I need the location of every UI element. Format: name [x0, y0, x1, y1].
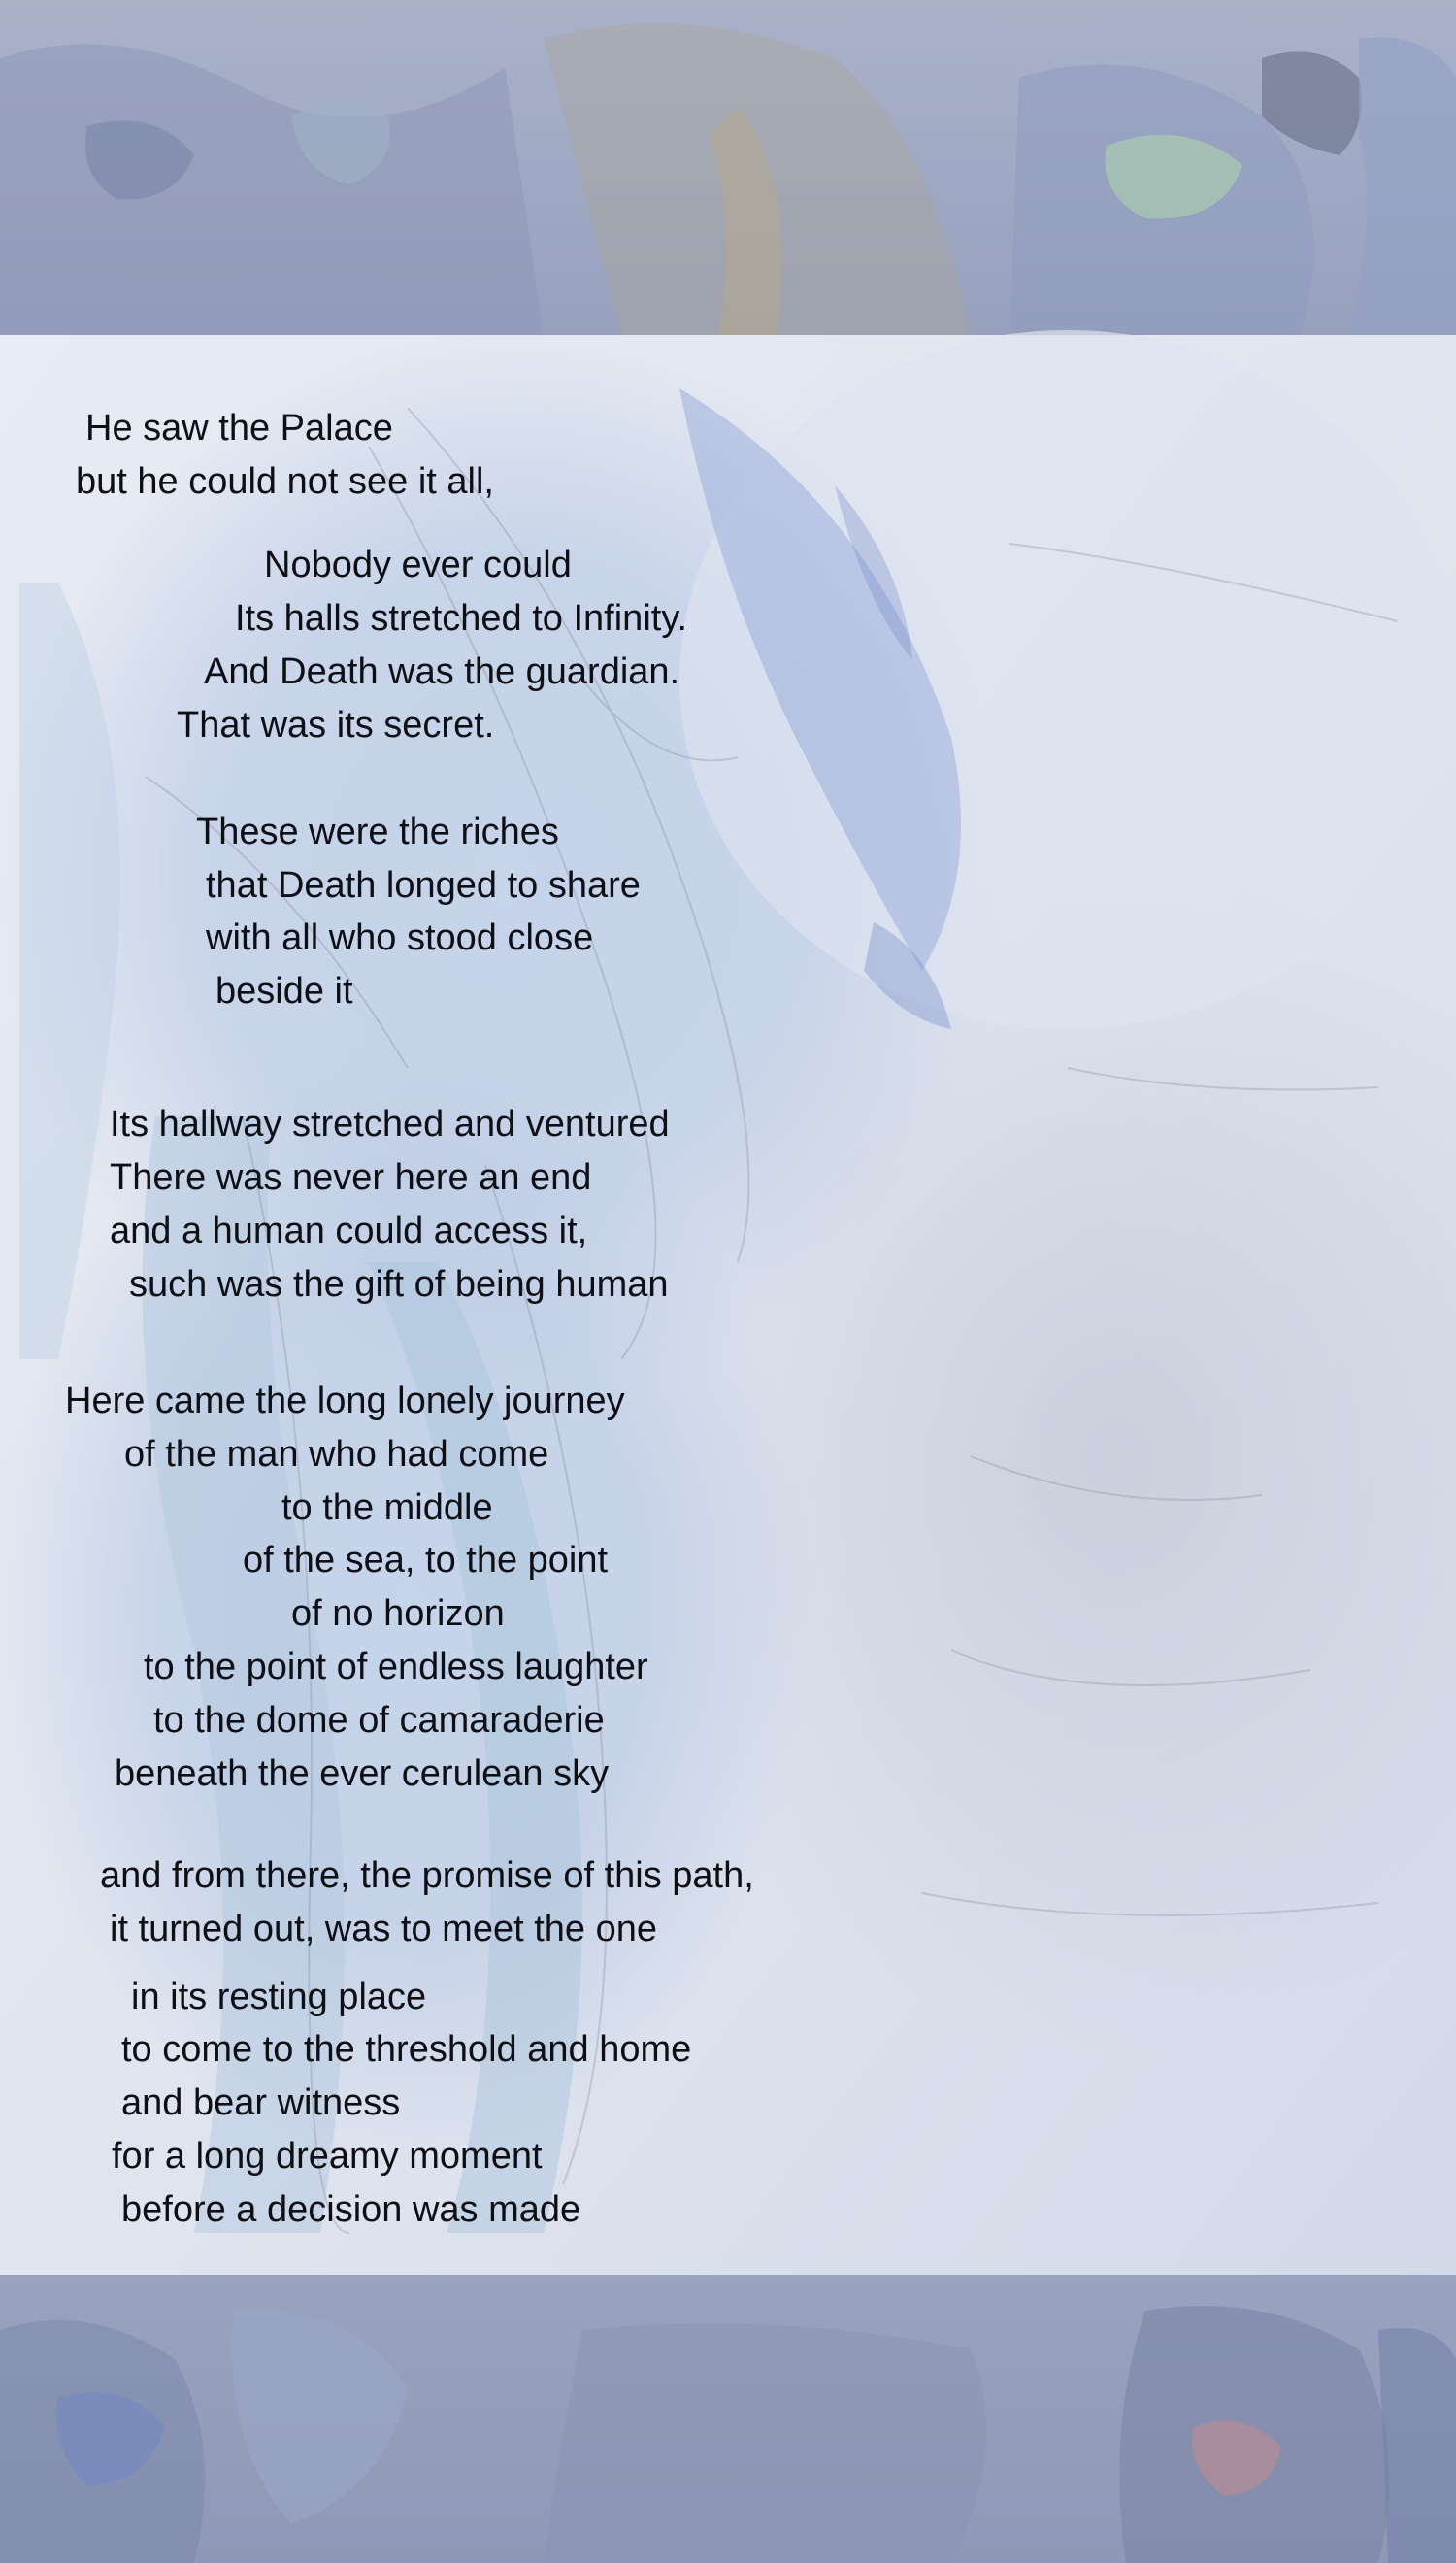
poem-line: of no horizon	[291, 1593, 505, 1634]
poem-line: beneath the ever cerulean sky	[115, 1753, 610, 1794]
poem-line: Its halls stretched to Infinity.	[235, 598, 688, 639]
poem-line: beside it	[215, 971, 353, 1012]
poem-line: and a human could access it,	[110, 1211, 588, 1251]
poem-line: to the middle	[281, 1487, 493, 1528]
poem-line: and bear witness	[121, 2082, 401, 2123]
poem-line: There was never here an end	[110, 1157, 592, 1198]
poem-line: for a long dreamy moment	[112, 2136, 543, 2177]
poem-line: such was the gift of being human	[129, 1264, 669, 1305]
poem-line: These were the riches	[196, 812, 559, 852]
poem-line: Nobody ever could	[264, 545, 572, 585]
poem-line: And Death was the guardian.	[204, 651, 680, 692]
poem-line: it turned out, was to meet the one	[110, 1909, 658, 1949]
poem-line: to the dome of camaraderie	[153, 1700, 605, 1741]
poem-line: and from there, the promise of this path,	[100, 1855, 754, 1896]
poem-line: to come to the threshold and home	[121, 2029, 692, 2070]
poem-line: in its resting place	[131, 1977, 427, 2017]
poem-line: That was its secret.	[177, 705, 495, 746]
poem-line: He saw the Palace	[85, 408, 393, 449]
poem-line: that Death longed to share	[206, 865, 641, 906]
poem-line: before a decision was made	[121, 2189, 581, 2230]
poem-line: with all who stood close	[206, 917, 594, 958]
poem-line: Its hallway stretched and ventured	[110, 1104, 670, 1145]
poem-line: but he could not see it all,	[76, 461, 494, 502]
poem-line: of the sea, to the point	[243, 1540, 609, 1581]
poem-line: to the point of endless laughter	[144, 1647, 648, 1687]
poem-line: of the man who had come	[124, 1434, 549, 1475]
poem-line: Here came the long lonely journey	[65, 1381, 625, 1421]
